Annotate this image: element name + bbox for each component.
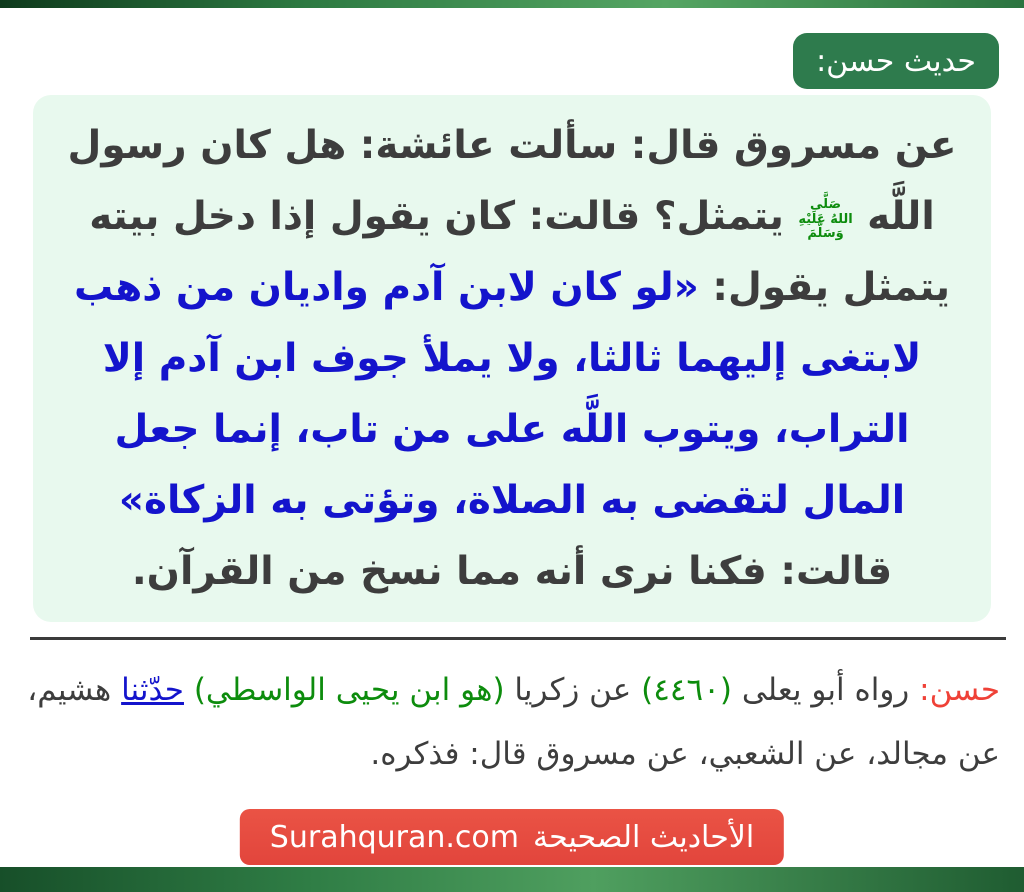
hadith-narration-intro: عن مسروق قال: سألت عائشة: هل كان رسول اللَّه [67, 123, 957, 239]
footer-site-label: Surahquran.com [269, 819, 519, 855]
salla-allahu-alayhi-wa-sallam-symbol: صَلَّى اللهُ عَلَيْهِ وَسَلَّمَ [798, 197, 853, 241]
hadith-quote: «لو كان لابن آدم واديان من ذهب لابتغى إليهما ثالثا، ولا يملأ جوف ابن آدم إلا التراب، ويتوب اللَّه على من تاب، إنما جعل المال لتقضى به الصلاة، وتؤتى به الزكاة» [73, 265, 922, 523]
bottom-gradient-bar [0, 867, 1024, 892]
hadith-narration-end: قالت: فكنا نرى أنه مما نسخ من القرآن. [131, 549, 893, 594]
top-gradient-bar [0, 0, 1024, 8]
haddathana-link[interactable]: حدّثنا [121, 672, 184, 708]
hadith-grade-badge-label: حديث حسن: [816, 43, 976, 79]
horizontal-divider [30, 637, 1006, 640]
hadith-text [63, 110, 961, 607]
footer-series-label: الأحاديث الصحيحة [532, 819, 755, 855]
takhrij-source-part3: هشيم، عن مجالد، عن الشعبي، عن مسروق قال: فذكره. [27, 672, 1000, 772]
site-footer-badge[interactable] [240, 809, 784, 865]
takhrij-paragraph [24, 658, 1000, 786]
takhrij-source-part2: عن زكريا [504, 672, 642, 708]
takhrij-narrator-note: (هو ابن يحيى الواسطي) [183, 672, 505, 708]
hadith-grade-badge [793, 33, 999, 89]
hadith-narration-mid: يتمثل؟ قالت: كان يقول إذا دخل بيته يتمثل يقول: [89, 194, 951, 310]
hadith-card [33, 95, 991, 622]
takhrij-grade-label: حسن: [919, 672, 1000, 708]
takhrij-reference-number: (٤٤٦٠) [641, 672, 732, 708]
takhrij-source-part1: رواه أبو يعلى [731, 672, 920, 708]
